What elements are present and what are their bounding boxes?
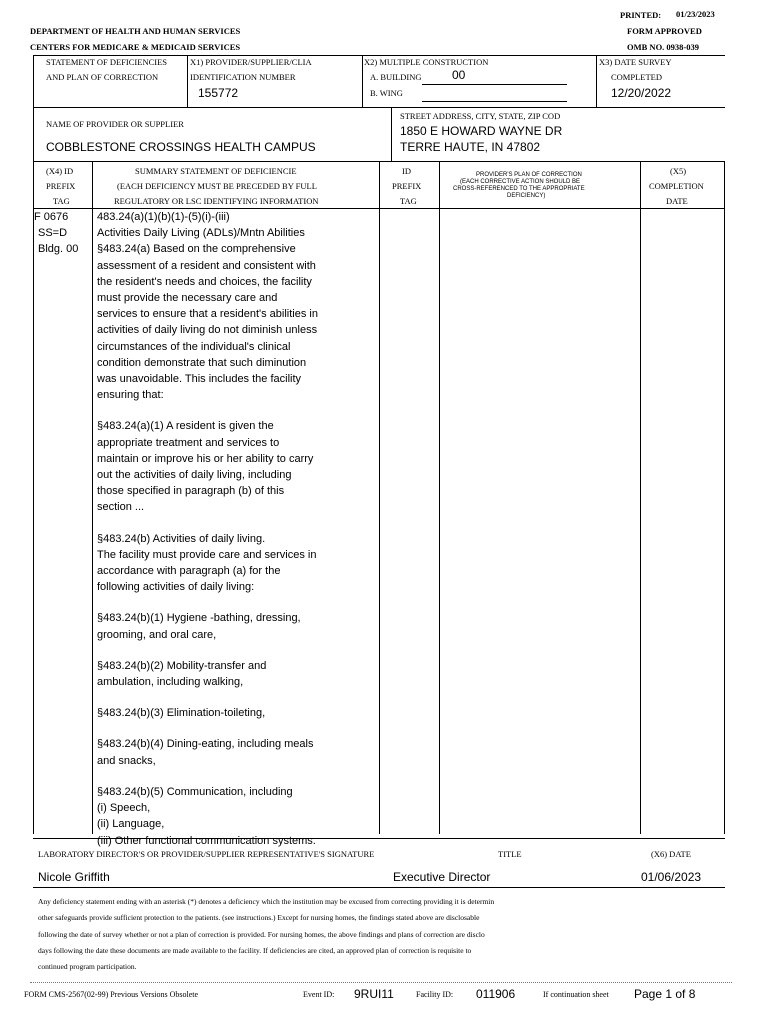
- col-plan-header-4: DEFICIENCY): [507, 193, 546, 199]
- tag-line-1: F 0676: [34, 211, 69, 223]
- rule-col-right: [724, 161, 725, 834]
- text-line: the resident's needs and choices, the facility: [97, 275, 312, 288]
- wing-underline: [422, 101, 567, 102]
- provider-id-label-2: IDENTIFICATION NUMBER: [190, 72, 296, 82]
- paragraph: [97, 736, 347, 768]
- date-survey-label: X3) DATE SURVEY: [599, 57, 672, 67]
- rule-box3-right: [596, 55, 597, 108]
- rule-footer: [30, 982, 732, 983]
- printed-label: PRINTED:: [620, 10, 662, 20]
- paragraph: [97, 610, 347, 642]
- text-line: §483.24(b)(2) Mobility-transfer and: [97, 659, 267, 672]
- paragraph: [97, 705, 347, 721]
- text-line: §483.24(a)(1) A resident is given the: [97, 420, 274, 433]
- rule-top: [33, 55, 725, 56]
- col-completion-header-2: COMPLETION: [649, 181, 704, 191]
- col-completion-header-1: (X5): [670, 166, 687, 176]
- text-line: section ...: [97, 501, 145, 514]
- rule-col-id2: [439, 161, 440, 834]
- text-line: activities of daily living do not diminish unless: [97, 324, 318, 337]
- address-line-1: 1850 E HOWARD WAYNE DR: [400, 124, 563, 138]
- text-line: §483.24(b)(3) Elimination-toileting,: [97, 707, 266, 720]
- text-line: grooming, and oral care,: [97, 628, 217, 641]
- statement-label-2: AND PLAN OF CORRECTION: [46, 72, 159, 82]
- omb-number: OMB NO. 0938-039: [627, 42, 700, 52]
- address-line-2: TERRE HAUTE, IN 47802: [400, 140, 541, 154]
- provider-name-value: COBBLESTONE CROSSINGS HEALTH CAMPUS: [46, 140, 316, 154]
- col-plan-header-3: CROSS-REFERENCED TO THE APPROPRIATE: [453, 186, 585, 192]
- signature-label: LABORATORY DIRECTOR'S OR PROVIDER/SUPPLIER REPRESENTATIVE'S SIGNATURE: [38, 849, 375, 859]
- text-line: services to ensure that a resident's abilities in: [97, 308, 318, 321]
- text-line: The facility must provide care and services in: [97, 548, 317, 561]
- text-line: appropriate treatment and services to: [97, 436, 280, 449]
- form-approved: FORM APPROVED: [627, 26, 702, 36]
- col-id2-header-2: PREFIX: [392, 181, 422, 191]
- col-id-header-2: PREFIX: [46, 181, 76, 191]
- disclaimer-line: following the date of survey whether or not a plan of correction is provided. For nursing homes, the above findings and plans of correction are disclo: [38, 929, 485, 939]
- col-plan-header-1: PROVIDER'S PLAN OF CORRECTION: [476, 172, 582, 178]
- disclaimer-line: continued program participation.: [38, 962, 137, 972]
- deficiency-tag: [34, 209, 78, 258]
- completed-label: COMPLETED: [611, 72, 662, 82]
- text-line: §483.24(b)(4) Dining-eating, including meals: [97, 738, 314, 751]
- text-line: following activities of daily living:: [97, 581, 255, 594]
- title-label: TITLE: [498, 849, 522, 859]
- event-id-value: 9RUI11: [354, 987, 394, 1001]
- multiple-construction-label: X2) MULTIPLE CONSTRUCTION: [364, 57, 489, 67]
- tag-line-2: SS=D: [38, 227, 68, 240]
- col-summary-header-3: REGULATORY OR LSC IDENTIFYING INFORMATION: [114, 196, 319, 206]
- col-summary-header-2: (EACH DEFICIENCY MUST BE PRECEDED BY FULL: [117, 181, 317, 191]
- text-line: accordance with paragraph (a) for the: [97, 565, 281, 578]
- rule-provider-right: [391, 107, 392, 162]
- col-id-header-3: TAG: [53, 196, 70, 206]
- centers-title: CENTERS FOR MEDICARE & MEDICAID SERVICES: [30, 42, 241, 52]
- page-number: Page 1 of 8: [634, 987, 696, 1001]
- paragraph: [97, 418, 347, 515]
- wing-label: B. WING: [370, 88, 403, 98]
- col-completion-header-3: DATE: [666, 196, 688, 206]
- col-id2-header-1: ID: [402, 166, 411, 176]
- rule-col-tag: [92, 161, 93, 834]
- signature-title: Executive Director: [393, 870, 491, 884]
- provider-name-label: NAME OF PROVIDER OR SUPPLIER: [46, 119, 184, 129]
- text-line: circumstances of the individual's clinical: [97, 340, 291, 353]
- text-line: must provide the necessary care and: [97, 292, 278, 305]
- paragraph: [97, 209, 347, 403]
- text-line: 483.24(a)(1)(b)(1)-(5)(i)-(iii): [97, 211, 230, 223]
- text-line: §483.24(b)(1) Hygiene -bathing, dressing,: [97, 612, 301, 625]
- disclaimer: [38, 894, 494, 975]
- building-value: 00: [452, 68, 466, 82]
- signature-date-label: (X6) DATE: [651, 849, 691, 859]
- rule-left-mid: [33, 107, 34, 162]
- rule-box2-right: [362, 55, 363, 108]
- text-line: maintain or improve his or her ability to carry: [97, 452, 314, 465]
- building-label: A. BUILDING: [370, 72, 422, 82]
- text-line: (ii) Language,: [97, 818, 165, 831]
- department-title: DEPARTMENT OF HEALTH AND HUMAN SERVICES: [30, 26, 241, 36]
- rule-col-left: [33, 161, 34, 834]
- text-line: out the activities of daily living, including: [97, 469, 292, 482]
- signature-date: 01/06/2023: [641, 870, 702, 884]
- text-line: assessment of a resident and consistent with: [97, 259, 316, 272]
- rule-col-summary: [379, 161, 380, 834]
- disclaimer-line: Any deficiency statement ending with an asterisk (*) denotes a deficiency which the institution may be excused from correcting providing it is determin: [38, 897, 495, 906]
- rule-mid: [33, 107, 725, 108]
- text-line: (iii) Other functional communication systems.: [97, 834, 316, 847]
- text-line: Activities Daily Living (ADLs)/Mntn Abilities: [97, 227, 305, 240]
- text-line: §483.24(b) Activities of daily living.: [97, 532, 266, 545]
- text-line: §483.24(a) Based on the comprehensive: [97, 243, 296, 256]
- disclaimer-line: days following the date these documents are made available to the facility. If deficiencies are cited, an approved plan of correction is requisite to: [38, 945, 472, 955]
- provider-id-value: 155772: [198, 86, 239, 100]
- form-number: FORM CMS-2567(02-99) Previous Versions Obsolete: [24, 990, 199, 999]
- rule-signature-bottom: [33, 887, 725, 888]
- col-id-header-1: (X4) ID: [46, 166, 74, 176]
- tag-line-3: Bldg. 00: [38, 243, 79, 256]
- rule-col-plan: [640, 161, 641, 834]
- disclaimer-line: other safeguards provide sufficient protection to the patients. (see instructions.) Except for nursing homes, the findings stated above are disclosable: [38, 913, 480, 923]
- rule-left-top: [33, 55, 34, 108]
- statement-label-1: STATEMENT OF DEFICIENCIES: [46, 57, 168, 67]
- paragraph: [97, 531, 347, 596]
- address-label: STREET ADDRESS, CITY, STATE, ZIP COD: [400, 111, 561, 121]
- paragraph: [97, 658, 347, 690]
- date-survey-value: 12/20/2022: [611, 86, 672, 100]
- event-id-label: Event ID:: [303, 990, 335, 999]
- signature-name: Nicole Griffith: [38, 870, 110, 884]
- facility-id-label: Facility ID:: [416, 990, 454, 999]
- continuation-label: If continuation sheet: [543, 990, 609, 999]
- building-underline: [422, 84, 567, 85]
- col-plan-header-2: (EACH CORRECTIVE ACTION SHOULD BE: [460, 179, 581, 185]
- provider-id-label-1: X1) PROVIDER/SUPPLIER/CLIA: [190, 57, 312, 67]
- text-line: (i) Speech,: [97, 802, 151, 815]
- text-line: condition demonstrate that such diminution: [97, 356, 307, 369]
- printed-date: 01/23/2023: [676, 9, 715, 19]
- facility-id-value: 011906: [476, 987, 516, 1001]
- col-summary-header-1: SUMMARY STATEMENT OF DEFICIENCIE: [135, 166, 297, 176]
- text-line: was unavoidable. This includes the facility: [97, 373, 302, 386]
- text-line: ambulation, including walking,: [97, 676, 244, 689]
- text-line: and snacks,: [97, 754, 156, 767]
- text-line: §483.24(b)(5) Communication, including: [97, 785, 293, 798]
- text-line: those specified in paragraph (b) of this: [97, 485, 285, 498]
- rule-box1-right: [187, 55, 188, 108]
- paragraph: [97, 784, 347, 849]
- deficiency-statement: [97, 209, 347, 864]
- col-id2-header-3: TAG: [400, 196, 417, 206]
- text-line: ensuring that:: [97, 389, 164, 402]
